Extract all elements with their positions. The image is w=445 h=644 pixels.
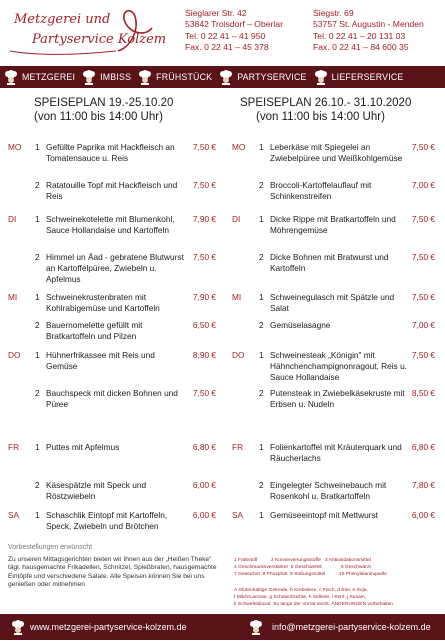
address-troisdorf <box>185 8 283 53</box>
dish-price: 7,50 € <box>411 214 435 224</box>
day-label: DO <box>232 350 245 360</box>
nav-label: FRÜHSTÜCK <box>156 72 213 82</box>
chef-icon <box>313 69 329 85</box>
additives-legend: 1 Farbstoff 2 Konservierungsstoffe 3 Antioxidationsmittel 4 Geschmacksverstärker 5 Geschwefelt 6 Geschwärzt 7 Gewachst 8 Phosphat 9 Süßungsmittel 10 Phenylalaninquelle <box>234 558 387 578</box>
dish-name: Putensteak in Zwiebelkäsekruste mit Erbsen u. Nudeln <box>270 388 405 409</box>
dish-name: Schweinesteak „Königin" mit Hähnchenchampignonragout, Reis u. Sauce Hollandaise <box>270 350 407 382</box>
fax-line: Fax. 0 22 41 – 45 378 <box>185 41 269 52</box>
dish-price: 6,00 € <box>192 480 216 490</box>
menu-title <box>240 96 430 124</box>
dish-number: 1 <box>259 292 264 302</box>
dish-number: 1 <box>35 292 40 302</box>
dish-number: 2 <box>259 480 264 490</box>
dish-number: 2 <box>259 320 264 330</box>
menu-title <box>34 96 224 124</box>
fax-line: Fax. 0 22 41 – 84 600 35 <box>313 41 409 52</box>
dish-price: 7,90 € <box>192 214 216 224</box>
dish-name: Hühnerfrikassee mit Reis und Gemüse <box>46 350 155 371</box>
dish-price: 7,50 € <box>411 142 435 152</box>
dish-number: 2 <box>35 252 40 262</box>
nav-item-partyservice[interactable] <box>215 66 309 88</box>
allergens-legend: A Glutenhaltige Getreide, b Krebstiere, c Fisch, d Eier, e Soja, f Milch/Lactose, g Schalenfrüchte, h Sellerie, i Senf, j Sesam, k Schwefeldioxid So lange der Vorrat reicht. ÄNDERUNGEN vorbehalten <box>234 588 394 608</box>
dish-price: 7,00 € <box>411 180 435 190</box>
dish-name: Gemüseeintopf mit Mettwurst <box>270 510 378 520</box>
phone-line: Tel. 0 22 41 – 41 950 <box>185 30 266 41</box>
day-label: FR <box>232 442 244 452</box>
dish-price: 7,50 € <box>411 292 435 302</box>
dish-number: 1 <box>35 510 40 520</box>
dish-number: 2 <box>259 388 264 398</box>
dish-number: 1 <box>259 350 264 360</box>
dish-number: 2 <box>35 180 40 190</box>
dish-name: Gemüselasagne <box>270 320 331 330</box>
dish-price: 7,50 € <box>411 350 435 360</box>
nav-item-imbiss[interactable] <box>78 66 134 88</box>
dish-price: 7,00 € <box>411 320 435 330</box>
dish-name: Bauernomelette gefüllt mit Bratkartoffeln und Pilzen <box>46 320 143 341</box>
dish-number: 1 <box>259 214 264 224</box>
day-label: SA <box>232 510 244 520</box>
dish-number: 2 <box>35 388 40 398</box>
logo-line-1: Metzgerei und <box>14 12 111 27</box>
contact-bar <box>0 614 445 640</box>
menu-title-dates: SPEISEPLAN 19.-25.10.20 <box>34 97 174 109</box>
logo <box>8 6 167 60</box>
dish-name: Käsespätzle mit Speck und Röstzwiebeln <box>46 480 147 501</box>
dish-name: Dicke Bohnen mit Bratwurst und Kartoffeln <box>270 252 389 273</box>
dish-number: 1 <box>35 350 40 360</box>
preorder-title: Vorbestellungen erwünscht <box>8 544 93 551</box>
dish-number: 1 <box>35 214 40 224</box>
dish-number: 1 <box>259 510 264 520</box>
chef-icon <box>10 619 26 635</box>
dish-price: 6,50 € <box>192 320 216 330</box>
dish-name: Bauchspeck mit dicken Bohnen und Püree <box>46 388 178 409</box>
dish-price: 7,90 € <box>192 292 216 302</box>
nav-label: METZGEREI <box>22 72 76 82</box>
dish-price: 6,00 € <box>192 510 216 520</box>
dish-price: 7,50 € <box>192 252 216 262</box>
address-line: 53757 St. Augustin - Menden <box>313 19 424 30</box>
dish-name: Dicke Rippe mit Bratkartoffeln und Möhrengemüse <box>270 214 396 235</box>
dish-price: 7,50 € <box>192 388 216 398</box>
menu-title-hours: (von 11:00 bis 14:00 Uhr) <box>256 111 385 123</box>
day-label: MO <box>232 142 246 152</box>
address-line: Siegstr. 69 <box>313 8 354 18</box>
dish-name: Folienkartoffel mit Kräuterquark und Räucherlachs <box>270 442 402 463</box>
email-link[interactable]: info@metzgerei-partyservice-kolzem.de <box>272 622 431 632</box>
address-line: Sieglarer Str. 42 <box>185 8 247 18</box>
phone-line: Tel. 0 22 41 – 20 131 03 <box>313 30 406 41</box>
dish-name: Schweinekrustenbraten mit Kohlrabigemüse und Kartoffeln <box>46 292 160 313</box>
dish-number: 1 <box>259 442 264 452</box>
dish-number: 2 <box>35 320 40 330</box>
day-label: DI <box>232 214 241 224</box>
menu-title-hours: (von 11:00 bis 14:00 Uhr) <box>34 111 163 123</box>
dish-price: 8,90 € <box>192 350 216 360</box>
dish-price: 7,50 € <box>192 142 216 152</box>
menu-title-dates: SPEISEPLAN 26.10.- 31.10.2020 <box>240 97 412 109</box>
dish-price: 8,50 € <box>411 388 435 398</box>
dish-name: Broccoli-Kartoffelauflauf mit Schinkenstreifen <box>270 180 372 201</box>
chef-icon <box>218 69 234 85</box>
chef-icon <box>81 69 97 85</box>
dish-number: 1 <box>259 142 264 152</box>
nav-label: LIEFERSERVICE <box>331 72 404 82</box>
dish-price: 7,50 € <box>192 180 216 190</box>
dish-name: Schaschlik Eintopf mit Kartoffeln, Speck, Zwiebeln und Brötchen <box>46 510 168 531</box>
dish-name: Leberkäse mit Spiegelei an Zwiebelpüree und Weißkohlgemüse <box>270 142 403 163</box>
dish-number: 1 <box>35 442 40 452</box>
address-line: 53842 Troisdorf – Oberlar <box>185 19 283 30</box>
day-label: MO <box>8 142 22 152</box>
dish-price: 7,80 € <box>411 480 435 490</box>
chef-icon <box>3 69 19 85</box>
dish-price: 7,50 € <box>411 252 435 262</box>
dish-price: 6,00 € <box>411 510 435 520</box>
nav-label: PARTYSERVICE <box>237 72 307 82</box>
day-label: DO <box>8 350 21 360</box>
dish-number: 1 <box>35 142 40 152</box>
chef-icon <box>137 69 153 85</box>
nav-item-metzgerei[interactable] <box>0 66 78 88</box>
day-label: MI <box>232 292 242 302</box>
logo-line-2: Partyservice Kolzem <box>32 32 167 47</box>
preorder-text: Zu unseren Mittagsgerichten bieten wir Ihnen aus der „Heißen Theke" tägl. hausgemachte Frikadellen, Schnitzel, Spießbraten, hausgemachte Eintöpfe und verschiedene Salate. Alle Speisen können Sie bei uns genießen oder mitnehmen <box>8 556 217 588</box>
address-st-augustin <box>313 8 424 53</box>
dish-name: Schweinekotelette mit Blumenkohl, Sauce Hollandaise und Kartoffeln <box>46 214 175 235</box>
day-label: DI <box>8 214 17 224</box>
category-nav <box>0 66 445 88</box>
day-label: MI <box>8 292 18 302</box>
day-label: FR <box>8 442 20 452</box>
dish-name: Gefüllte Paprika mit Hackfleisch an Tomatensauce u. Reis <box>46 142 175 163</box>
day-label: SA <box>8 510 20 520</box>
dish-name: Puttes mit Apfelmus <box>46 442 120 452</box>
dish-name: Ratatouille Topf mit Hackfleisch und Reis <box>46 180 178 201</box>
header <box>0 0 445 64</box>
dish-name: Schweinegulasch mit Spätzle und Salat <box>270 292 395 313</box>
dish-number: 2 <box>259 252 264 262</box>
website-link[interactable]: www.metzgerei-partyservice-kolzem.de <box>30 622 187 632</box>
dish-number: 2 <box>35 480 40 490</box>
nav-item-lieferservice[interactable] <box>310 66 407 88</box>
dish-number: 2 <box>259 180 264 190</box>
chef-icon <box>248 619 264 635</box>
dish-name: Eingelegter Schweinebauch mit Rosenkohl u. Bratkartoffeln <box>270 480 387 501</box>
dish-price: 6,80 € <box>192 442 216 452</box>
nav-item-fruehstueck[interactable] <box>134 66 215 88</box>
nav-label: IMBISS <box>100 72 132 82</box>
dish-price: 6,80 € <box>411 442 435 452</box>
dish-name: Himmel un Äad - gebratene Blutwurst an Kartoffelpüree, Zwiebeln u. Apfelmus <box>46 252 184 284</box>
